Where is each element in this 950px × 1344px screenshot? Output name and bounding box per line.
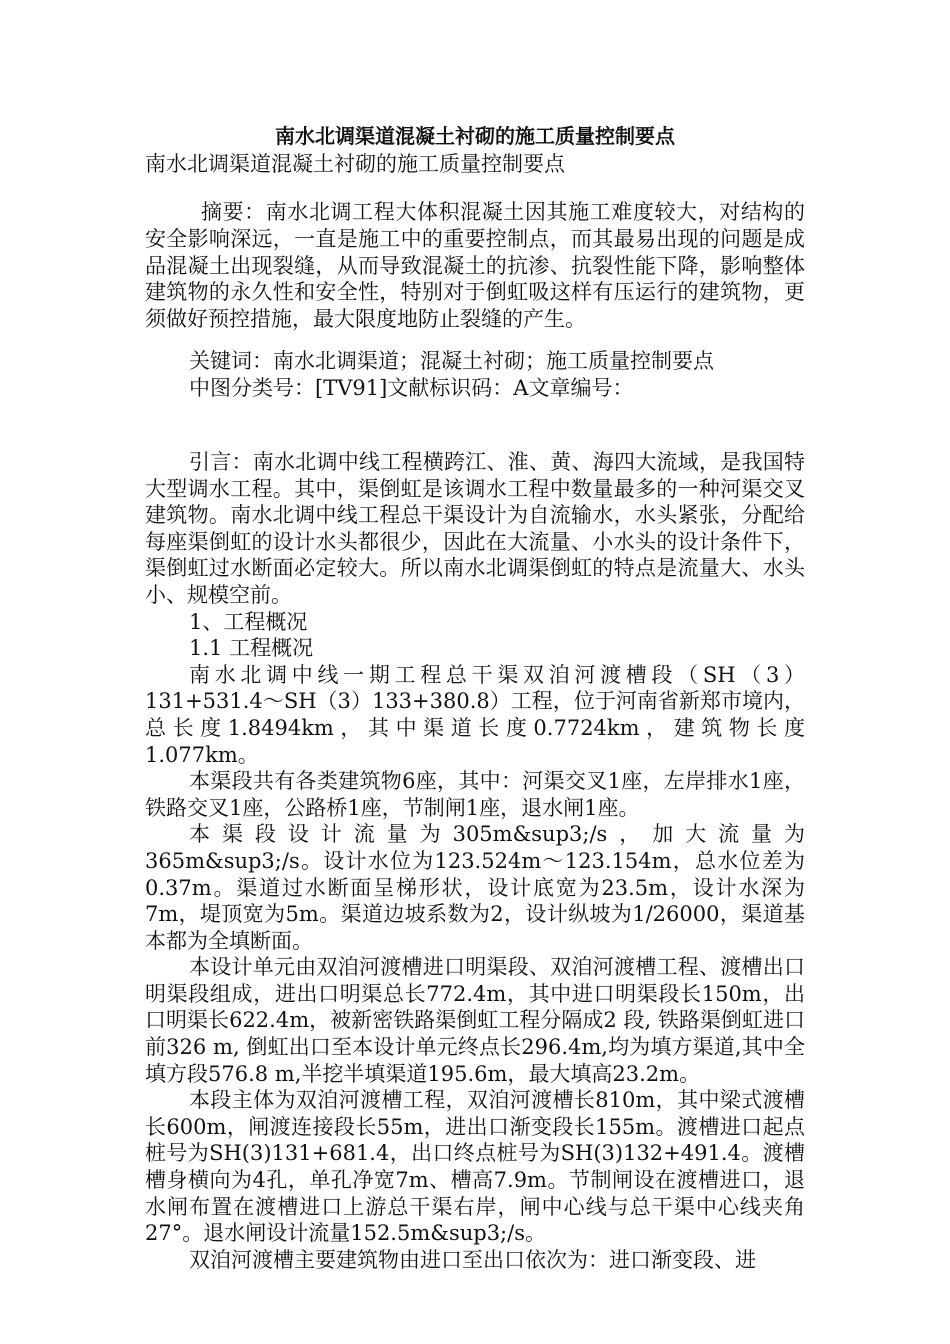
body-paragraph: 本设计单元由双洎河渡槽进口明渠段、双洎河渡槽工程、渡槽出口明渠段组成，进出口明渠总长772.4m，其中进口明渠段长150m，出口明渠长622.4m，被新密铁路渠倒虹工程分隔成2 段, 铁路渠倒虹进口前326 m, 倒虹出口至本设计单元终点长296.4m,均为填方渠道,其中全填方段576.8 m,半挖半填渠道195.6m，最大填高23.2m。 [145,955,805,1086]
body-paragraph: 本渠段设计流量为305m&sup3;/s，加大流量为365m&sup3;/s。设计水位为123.524m～123.154m，总水位差为0.37m。渠道过水断面呈梯形状，设计底宽为23.5m，设计水深为7m，堤顶宽为5m。渠道边坡系数为2，设计纵坡为1/26000，渠道基本都为全填断面。 [145,822,805,953]
section-heading: 1、工程概况 [189,609,308,634]
intro-paragraph: 引言：南水北调中线工程横跨江、淮、黄、海四大流域，是我国特大型调水工程。其中，渠倒虹是该调水工程中数量最多的一种河渠交叉建筑物。南水北调中线工程总干渠设计为自流输水，水头紧张，分配给每座渠倒虹的设计水头都很少，因此在大流量、小水头的设计条件下，渠倒虹过水断面必定较大。所以南水北调渠倒虹的特点是流量大、水头小、规模空前。 [145,450,805,607]
document-title: 南水北调渠道混凝土衬砌的施工质量控制要点 [275,124,675,148]
abstract-paragraph: 摘要：南水北调工程大体积混凝土因其施工难度较大，对结构的安全影响深远，一直是施工中的重要控制点，而其最易出现的问题是成品混凝土出现裂缝，从而导致混凝土的抗渗、抗裂性能下降，影响整体建筑物的永久性和安全性，特别对于倒虹吸这样有压运行的建筑物，更须做好预控措施，最大限度地防止裂缝的产生。 [145,200,805,332]
subsection-heading: 1.1 工程概况 [189,636,314,661]
body-paragraph: 本段主体为双洎河渡槽工程，双洎河渡槽长810m，其中梁式渡槽长600m，闸渡连接段长55m，进出口渐变段长155m。渡槽进口起点桩号为SH(3)131+681.4，出口终点桩号为SH(3)132+491.4。渡槽槽身横向为4孔，单孔净宽7m、槽高7.9m。节制闸设在渡槽进口，退水闸布置在渡槽进口上游总干渠右岸，闸中心线与总干渠中心线夹角27°。退水闸设计流量152.5m&sup3;/s。 [145,1088,805,1246]
body-paragraph: 本渠段共有各类建筑物6座，其中：河渠交叉1座，左岸排水1座，铁路交叉1座，公路桥1座，节制闸1座，退水闸1座。 [145,769,805,820]
body-paragraph: 双洎河渡槽主要建筑物由进口至出口依次为：进口渐变段、进 [189,1247,756,1272]
body-text [145,449,805,1273]
body-paragraph: 南水北调中线一期工程总干渠双洎河渡槽段（SH（3）131+531.4～SH（3）133+380.8）工程，位于河南省新郑市境内，总长度1.8494km，其中渠道长度0.7724km，建筑物长度1.077km。 [145,662,805,767]
keywords-block [145,348,805,402]
keywords-line: 关键词：南水北调渠道；混凝土衬砌；施工质量控制要点 [189,349,714,373]
document-subtitle: 南水北调渠道混凝土衬砌的施工质量控制要点 [145,152,565,176]
classification-line: 中图分类号：[TV91]文献标识码：A文章编号： [189,376,634,400]
